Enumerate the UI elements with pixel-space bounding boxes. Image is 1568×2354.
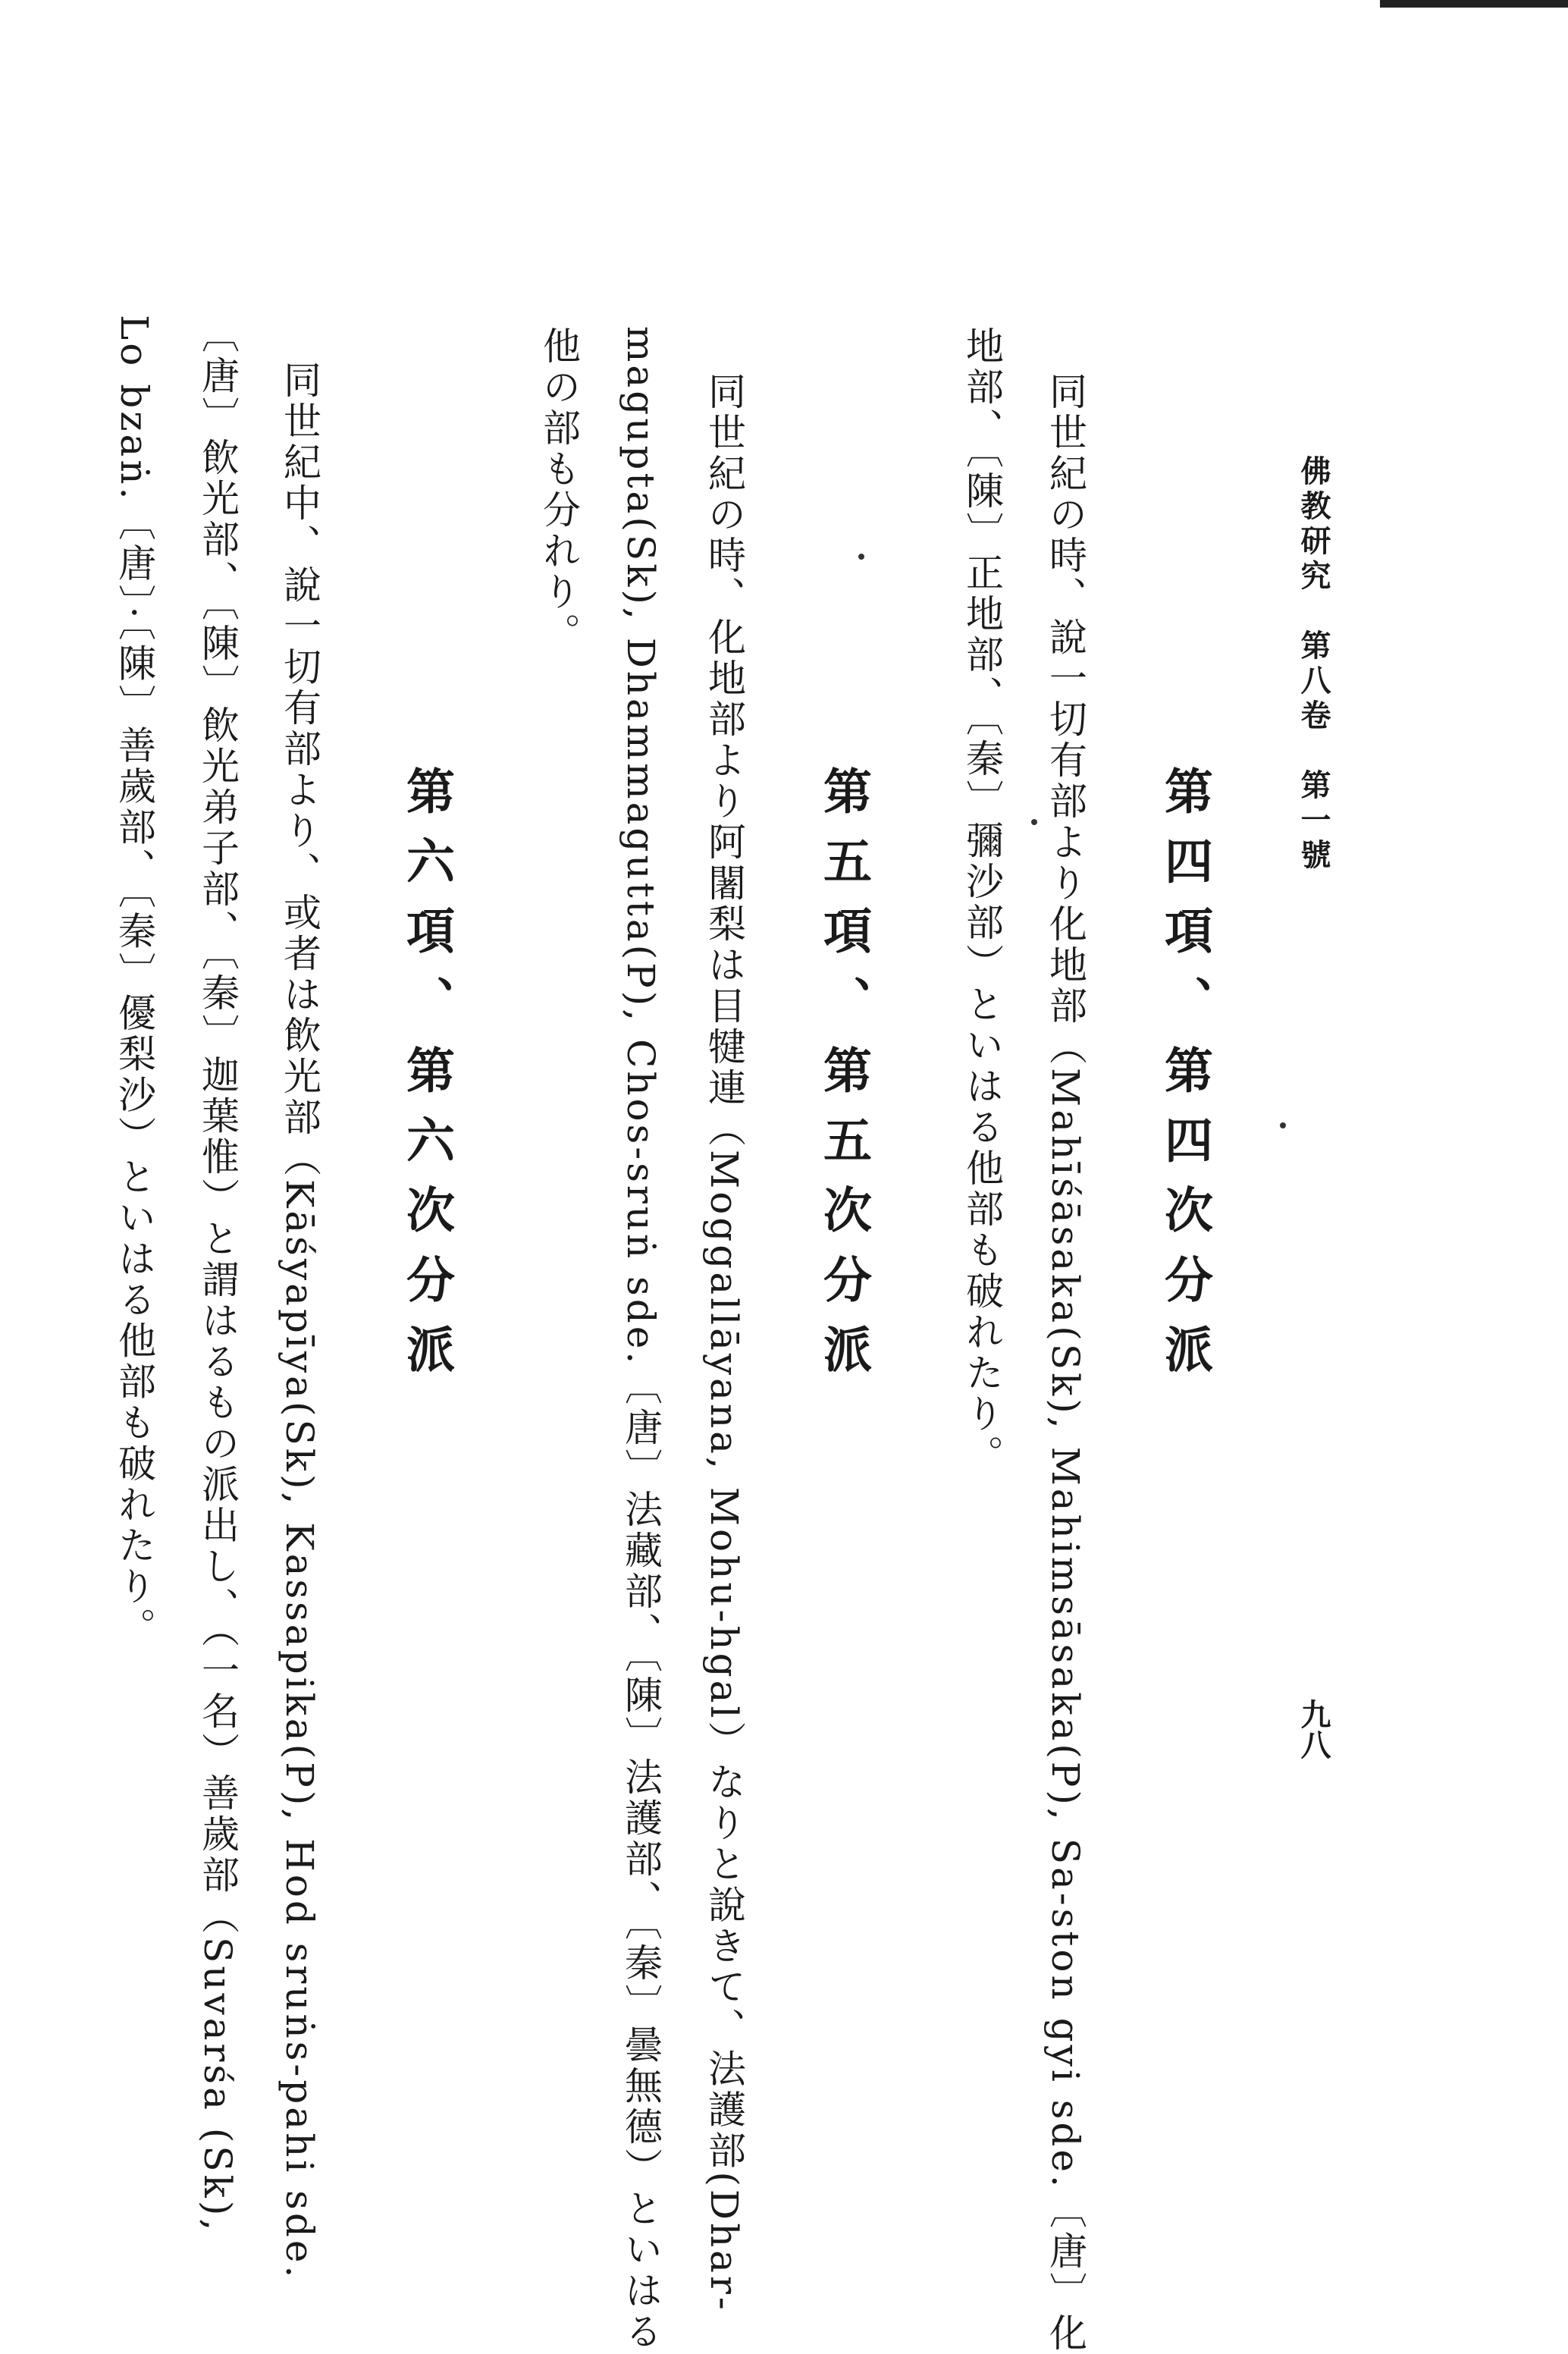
section-heading-4: 第四項、第四次分派: [1156, 766, 1213, 1394]
section-5-line-2: maguptа(Sk), Dhammagutta(P), Chos-sruṅ sde.〔唐〕法藏部、〔陳〕法護部、〔秦〕曇無德）といはる: [619, 326, 663, 2353]
page-number: 九八: [1296, 1699, 1331, 1759]
section-6-line-3: Lo bzaṅ.〔唐〕·〔陳〕善歲部、〔秦〕優梨沙）といはる他部も破れたり。: [112, 315, 156, 1649]
speck: [1280, 1122, 1286, 1128]
section-4-line-2: 地部、〔陳〕正地部、〔秦〕彌沙部）といはる他部も破れたり。: [960, 326, 1004, 1476]
section-heading-5: 第五項、第五次分派: [815, 766, 872, 1394]
section-6-line-1: 同世紀中、說一切有部より、或者は飲光部（Kāśyapīya(Sk), Kassapika(P), Hod sruṅs-pahi sde.: [278, 360, 321, 2281]
speck: [858, 554, 864, 560]
section-6-line-2: 〔唐〕飲光部、〔陳〕飲光弟子部、〔秦〕迦葉惟）と謂はるもの派出し、（一名）善歲部（Suvarśa (Sk),: [196, 315, 240, 2234]
section-5-line-1: 同世紀の時、化地部より阿闍梨は目犍連（Moggallāyana, Mohu-hgal）なりと說きて、法護部(Dhar-: [702, 372, 746, 2313]
section-4-line-1: 同世紀の時、說一切有部より化地部（Mahīśāsaka(Sk), Mahimsāsaka(P), Sa-ston gyi sde.〔唐〕化: [1043, 372, 1087, 2354]
section-heading-6: 第六項、第六次分派: [398, 766, 455, 1394]
speck: [1031, 819, 1037, 825]
section-5-line-3: 他の部も分れり。: [537, 326, 581, 654]
running-head: 佛教研究 第八卷 第一號: [1296, 455, 1331, 874]
top-border-rule: [1380, 0, 1568, 8]
